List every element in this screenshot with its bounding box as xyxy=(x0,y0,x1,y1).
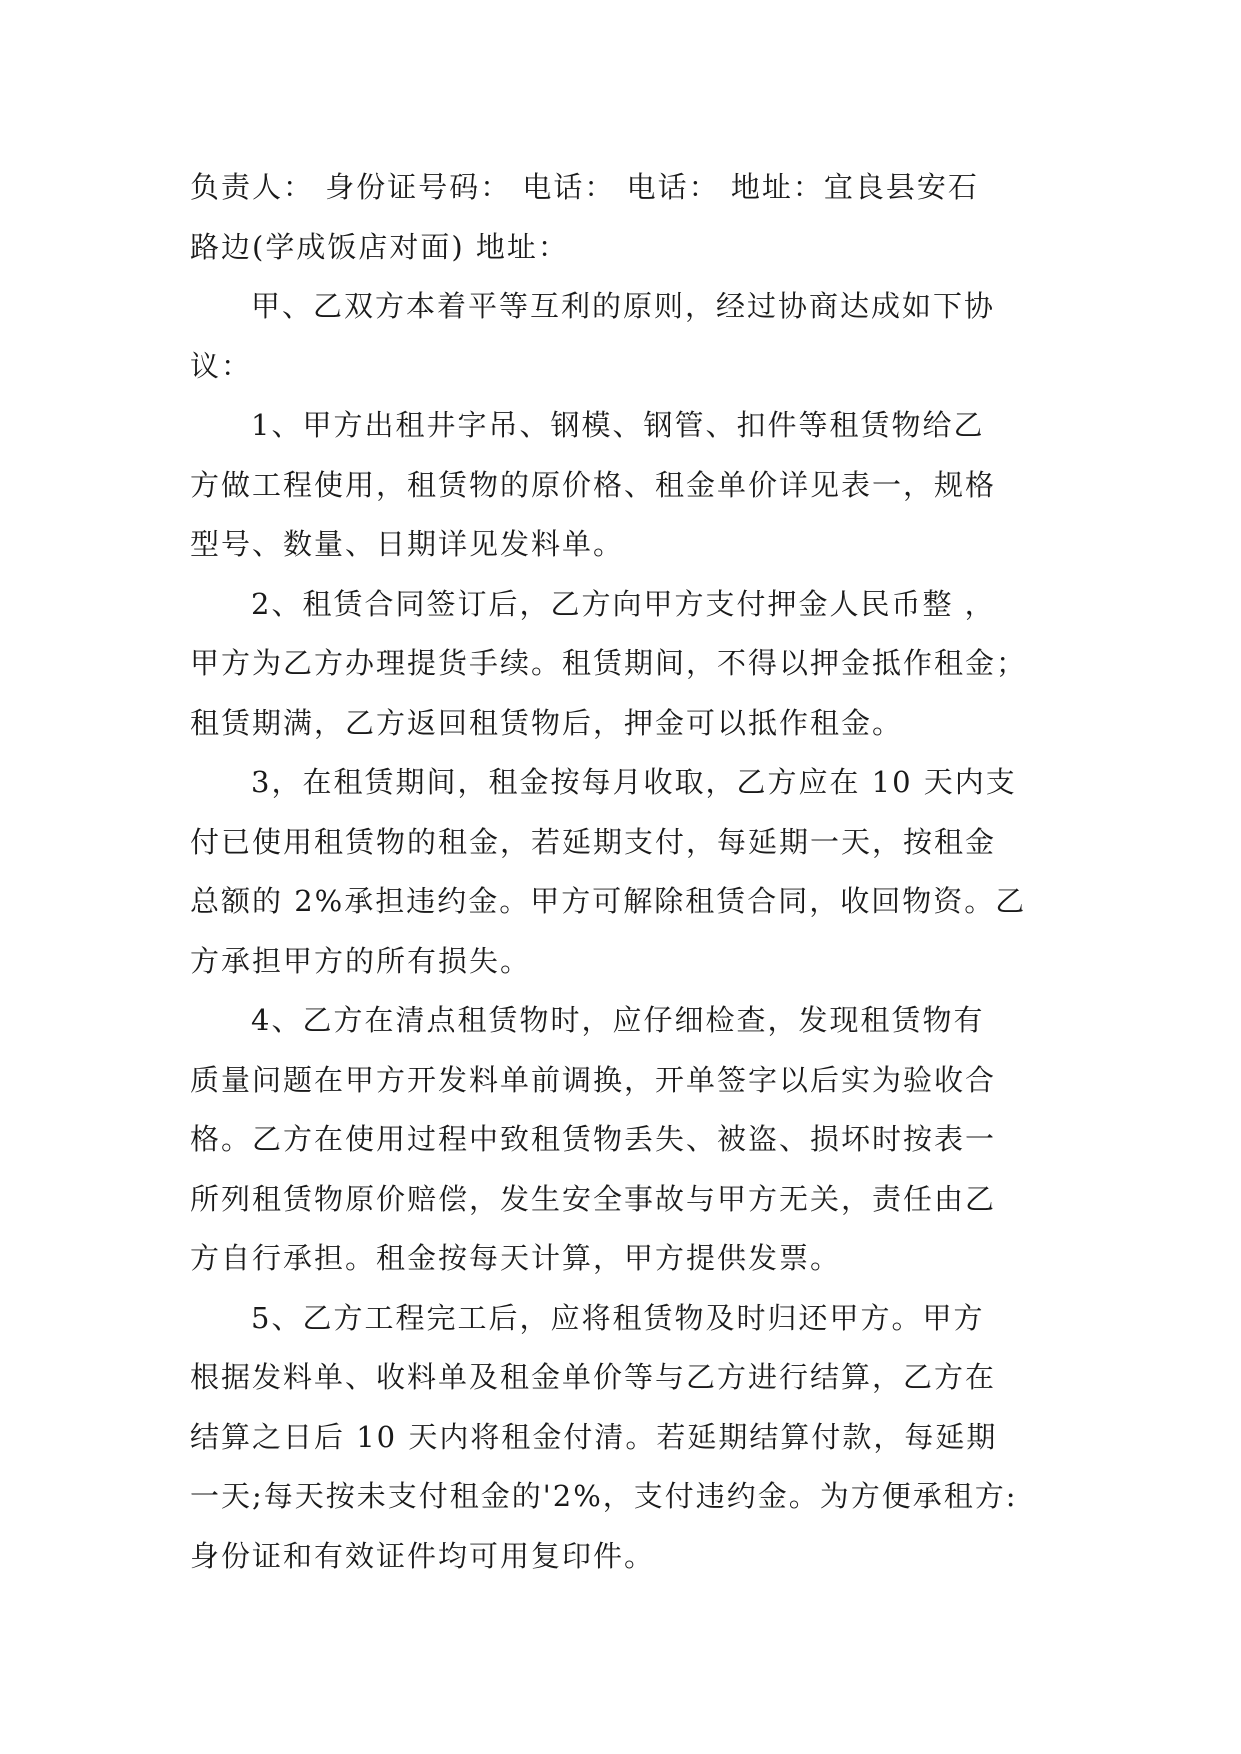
clause-5: 5、乙方工程完工后，应将租赁物及时归还甲方。甲方 xyxy=(251,1300,985,1335)
text-line: 方做工程使用，租赁物的原价格、租金单价详见表一，规格 xyxy=(190,467,997,502)
text-line: 根据发料单、收料单及租金单价等与乙方进行结算，乙方在 xyxy=(190,1360,997,1394)
clause-4: 4、乙方在清点租赁物时，应仔细检查，发现租赁物有 xyxy=(251,1003,985,1037)
text-line: 付已使用租赁物的租金，若延期支付，每延期一天，按租金 xyxy=(190,824,997,859)
text-line: 一天;每天按未支付租金的'2%，支付违约金。为方便承租方: xyxy=(190,1479,1018,1513)
text-line: 议： xyxy=(190,348,253,383)
text-line: 所列租赁物原价赔偿，发生安全事故与甲方无关，责任由乙 xyxy=(190,1181,997,1216)
text-line: 租赁期满，乙方返回租赁物后，押金可以抵作租金。 xyxy=(190,705,904,740)
clause-1: 1、甲方出租井字吊、钢模、钢管、扣件等租赁物给乙 xyxy=(251,408,985,442)
text-line: 方承担甲方的所有损失。 xyxy=(190,943,532,978)
text-line: 方自行承担。租金按每天计算，甲方提供发票。 xyxy=(190,1241,842,1275)
text-line: 总额的 2%承担违约金。甲方可解除租赁合同，收回物资。乙 xyxy=(190,884,1027,918)
clause-2: 2、租赁合同签订后，乙方向甲方支付押金人民币整 ， xyxy=(251,586,996,621)
document-body xyxy=(190,158,1050,1586)
text-line: 负责人： 身份证号码： 电话： 电话： 地址：宜良县安石 xyxy=(190,170,979,204)
text-line: 身份证和有效证件均可用复印件。 xyxy=(190,1538,656,1573)
clause-3: 3，在租赁期间，租金按每月收取，乙方应在 10 天内支 xyxy=(251,765,1017,799)
text-line: 甲方为乙方办理提货手续。租赁期间，不得以押金抵作租金； xyxy=(190,646,1028,680)
text-line: 型号、数量、日期详见发料单。 xyxy=(190,527,625,561)
text-line: 格。乙方在使用过程中致租赁物丢失、被盗、损坏时按表一 xyxy=(190,1122,997,1156)
text-line: 质量问题在甲方开发料单前调换，开单签字以后实为验收合 xyxy=(190,1062,997,1097)
text-line: 路边(学成饭店对面) 地址： xyxy=(190,229,569,264)
paragraph-intro: 甲、乙双方本着平等互利的原则，经过协商达成如下协 xyxy=(251,289,996,323)
text-line: 结算之日后 10 天内将租金付清。若延期结算付款，每延期 xyxy=(190,1419,998,1454)
